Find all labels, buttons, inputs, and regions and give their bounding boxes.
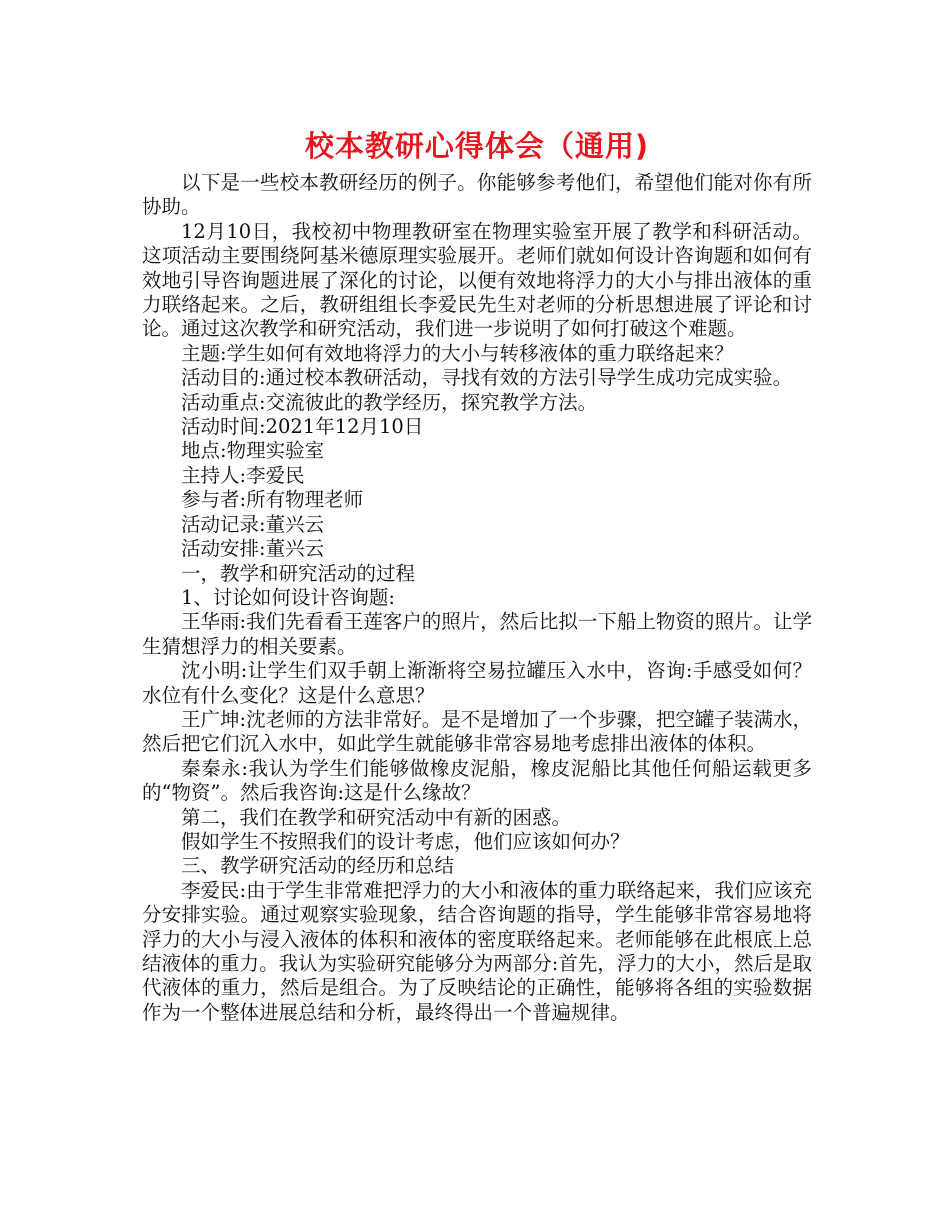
document-title: 校本教研心得体会（通用) <box>304 129 650 163</box>
section-heading-confusion: 第二，我们在教学和研究活动中有新的困惑。 <box>181 805 572 829</box>
paragraph-recorder: 活动记录:董兴云 <box>181 512 325 536</box>
document-page <box>142 121 812 1025</box>
section-heading-process: 一，教学和研究活动的过程 <box>181 561 416 585</box>
paragraph-wang-guangkun: 王广坤:沈老师的方法非常好。是不是增加了一个步骤，把空罐子装满水，然后把它们沉入水中，如此学生就能够非常容易地考虑排出液体的体积。 <box>142 707 812 756</box>
paragraph-qin-qinyong: 秦秦永:我认为学生们能够做橡皮泥船，橡皮泥船比其他任何船运载更多的“物资”。然后我咨询:这是什么缘故？ <box>142 756 812 805</box>
paragraph-purpose: 活动目的:通过校本教研活动，寻找有效的方法引导学生成功完成实验。 <box>181 366 793 390</box>
paragraph-host: 主持人:李爱民 <box>181 463 305 487</box>
paragraph-focus: 活动重点:交流彼此的教学经历，探究教学方法。 <box>181 390 598 414</box>
paragraph-intro: 以下是一些校本教研经历的例子。你能够参考他们，希望他们能对你有所协助。 <box>142 171 812 219</box>
paragraph-wang-huayu: 王华雨:我们先看看王莲客户的照片，然后比拟一下船上物资的照片。让学生猜想浮力的相关要素。 <box>142 610 812 658</box>
paragraph-topic: 主题:学生如何有效地将浮力的大小与转移液体的重力联络起来？ <box>181 341 734 365</box>
paragraph-li-aimin: 李爱民:由于学生非常难把浮力的大小和液体的重力联络起来，我们应该充分安排实验。通过观察实验现象，结合咨询题的指导，学生能够非常容易地将浮力的大小与浸入液体的体积和液体的密度联络起来。老师能够在此根底上总结液体的重力。我认为实验研究能够分为两部分:首先，浮力的大小，然后是取代液体的重力，然后是组合。为了反映结论的正确性，能够将各组的实验数据作为一个整体进展总结和分析，最终得出一个普遍规律。 <box>142 878 812 1024</box>
paragraph-participants: 参与者:所有物理老师 <box>181 488 364 512</box>
paragraph-shen-xiaoming: 沈小明:让学生们双手朝上渐渐将空易拉罐压入水中，咨询:手感受如何？水位有什么变化？这是什么意思？ <box>142 659 812 707</box>
subsection-heading-discussion: 1、讨论如何设计咨询题: <box>181 585 395 609</box>
paragraph-time: 活动时间:2021年12月10日 <box>181 415 424 439</box>
section-heading-summary: 三、教学研究活动的经历和总结 <box>181 854 455 878</box>
document-body <box>142 171 812 1025</box>
paragraph-organizer: 活动安排:董兴云 <box>181 537 325 561</box>
paragraph-location: 地点:物理实验室 <box>181 439 325 463</box>
paragraph-question: 假如学生不按照我们的设计考虑，他们应该如何办？ <box>181 829 630 853</box>
paragraph-summary: 12月10日，我校初中物理教研室在物理实验室开展了教学和科研活动。这项活动主要围绕阿基米德原理实验展开。老师们就如何设计咨询题和如何有效地引导咨询题进展了深化的讨论，以便有效地将浮力的大小与排出液体的重力联络起来。之后，教研组组长李爱民先生对老师的分析思想进展了评论和讨论。通过这次教学和研究活动，我们进一步说明了如何打破这个难题。 <box>142 219 812 341</box>
